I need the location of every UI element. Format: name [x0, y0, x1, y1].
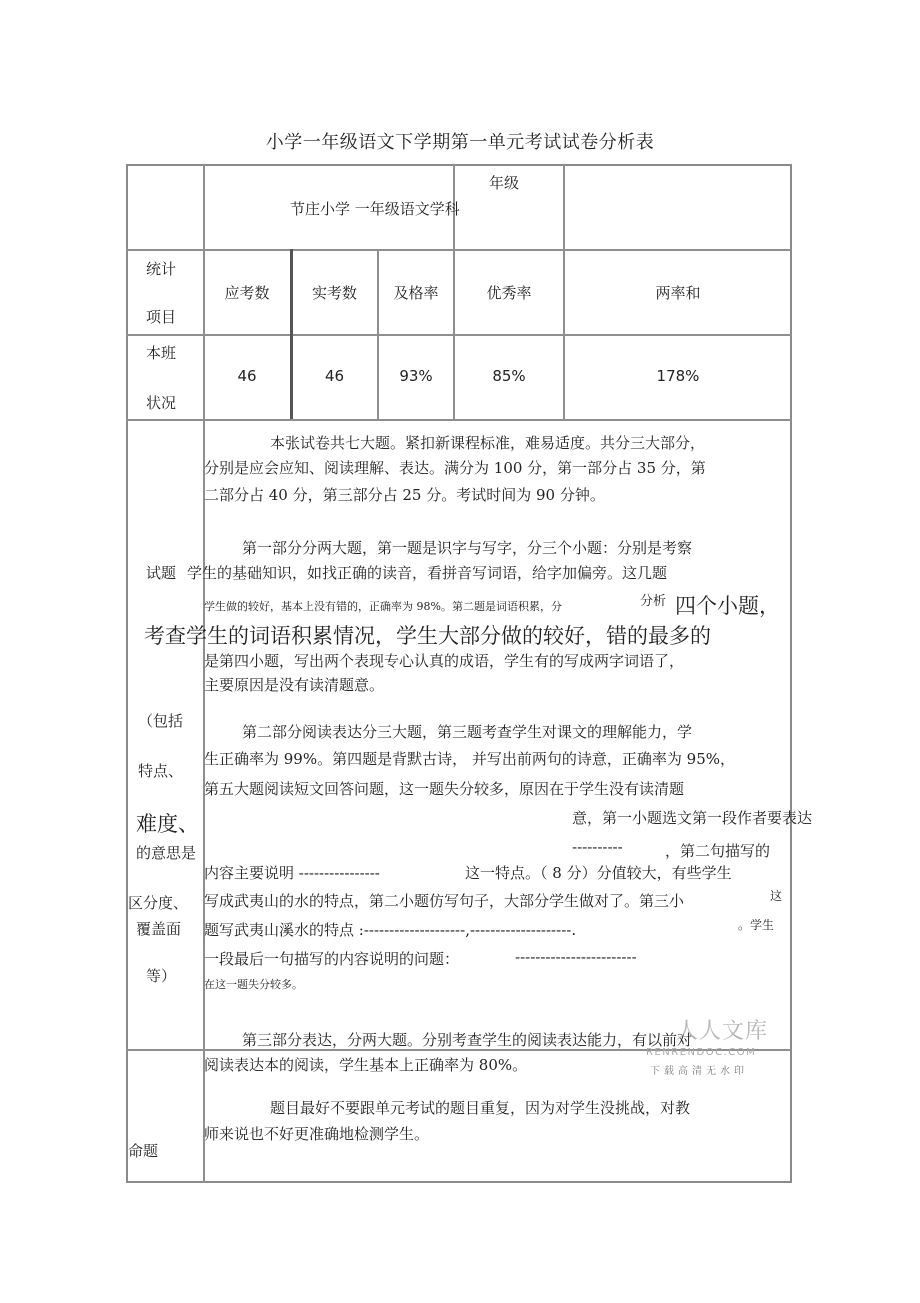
col-header-excellent-rate: 优秀率 [486, 284, 532, 302]
analysis-p3-line-5a: 内容主要说明 ---------------- [204, 864, 380, 882]
row-divider-class [126, 419, 792, 421]
analysis-p3-line-6: 写成武夷山的水的特点，第二小题仿写句子，大部分学生做对了。第三小 [204, 892, 685, 910]
watermark-slogan: 下载高清无水印 [650, 1066, 748, 1077]
analysis-p2-four-subquestions: 四个小题， [675, 594, 780, 618]
stats-row-label-2: 项目 [146, 308, 177, 326]
side-label-features: 特点、 [138, 762, 184, 780]
analysis-p2-line-1: 第一部分分两大题，第一题是识字与写字，分三个小题：分别是考察 [242, 539, 693, 557]
row-divider-stats [126, 334, 792, 336]
side-label-coverage: 覆盖面 [136, 920, 182, 938]
class-row-label-2: 状况 [146, 394, 177, 412]
col-divider-expected [290, 249, 293, 419]
analysis-p3-line-1: 第二部分阅读表达分三大题，第三题考查学生对课文的理解能力，学 [242, 723, 693, 741]
stats-row-label-1: 统计 [146, 260, 177, 278]
value-pass-rate: 93% [399, 367, 433, 385]
analysis-p2-line-6: 主要原因是没有读清题意。 [204, 676, 385, 694]
value-expected: 46 [237, 367, 257, 385]
col-header-expected: 应考数 [224, 284, 270, 302]
col-header-two-rate-sum: 两率和 [655, 284, 701, 302]
side-label-questions: 试题 [146, 564, 177, 582]
analysis-p3-student: 。学生 [738, 918, 775, 932]
analysis-p2-line-4: 考查学生的词语积累情况，学生大部分做的较好，错的最多的 [144, 624, 711, 648]
row-divider-header [126, 249, 792, 251]
proposition-label: 命题 [128, 1142, 159, 1160]
analysis-p3-line-2: 生正确率为 99%。第四题是背默古诗， 并写出前两句的诗意，正确率为 95%， [204, 750, 735, 768]
page-title: 小学一年级语文下学期第一单元考试试卷分析表 [265, 132, 655, 153]
side-label-etc: 等） [146, 967, 177, 985]
watermark-logo-text: 人人文库 [676, 1019, 769, 1044]
side-label-difficulty: 难度、 [136, 812, 199, 836]
school-subject: 节庄小学 一年级语文学科 [290, 200, 460, 218]
proposition-text-line-1: 题目最好不要跟单元考试的题目重复，因为对学生没挑战，对教 [270, 1099, 691, 1117]
analysis-p3-dash-1: ---------- [572, 838, 623, 856]
col-header-pass-rate: 及格率 [393, 284, 439, 302]
analysis-p1-line-1: 本张试卷共七大题。紧扣新课程标准，难易适度。共分三大部分， [270, 434, 706, 452]
analysis-p3-line-9: 在这一题失分较多。 [204, 978, 303, 991]
analysis-p1-line-2: 分别是应会应知、阅读理解、表达。满分为 100 分，第一部分占 35 分，第 [204, 459, 706, 477]
analysis-p3-this-char: 这 [770, 889, 783, 903]
value-actual: 46 [324, 367, 345, 385]
analysis-p3-line-5b: 这一特点。（ 8 分）分值较大，有些学生 [465, 864, 732, 882]
class-row-label-1: 本班 [146, 344, 177, 362]
proposition-text-line-2: 师来说也不好更准确地检测学生。 [204, 1125, 430, 1143]
col-divider-actual [377, 249, 379, 419]
col-header-actual: 实考数 [311, 284, 357, 302]
value-two-rate-sum: 178% [656, 367, 700, 385]
analysis-p2-line-3: 学生做的较好，基本上没有错的，正确率为 98%。第二题是词语积累，分 [204, 600, 562, 613]
analysis-p2-analysis-word: 分析 [640, 594, 667, 609]
analysis-p1-line-3: 二部分占 40 分，第三部分占 25 分。考试时间为 90 分钟。 [204, 486, 605, 504]
analysis-p2-line-2: 学生的基础知识，如找正确的读音，看拼音写词语，给字加偏旁。这几题 [187, 564, 668, 582]
value-excellent-rate: 85% [492, 367, 526, 385]
analysis-p3-line-4: 意，第一小题选文第一段作者要表达 [572, 809, 813, 827]
grade-label: 年级 [489, 174, 520, 192]
analysis-p2-line-5: 是第四小题，写出两个表现专心认真的成语，学生有的写成两字词语了， [204, 652, 685, 670]
analysis-p3-line-8a: 一段最后一句描写的内容说明的问题： [204, 950, 460, 968]
analysis-p3-line-7: 题写武夷山溪水的特点 :--------------------,--------------------. [204, 921, 577, 939]
side-label-including: （包括 [138, 712, 184, 730]
analysis-p4-line-2: 阅读表达本的阅读，学生基本上正确率为 80%。 [204, 1056, 528, 1074]
side-label-meaning: 的意思是 [136, 844, 197, 862]
analysis-p3-line-8b: ------------------------ [515, 948, 637, 966]
side-label-discrimination: 区分度、 [128, 894, 189, 912]
analysis-p3-second-sentence: ，第二句描写的 [665, 842, 771, 860]
watermark-url: RENRENDOC.COM [646, 1047, 757, 1058]
analysis-p4-line-1: 第三部分表达，分两大题。分别考查学生的阅读表达能力，有以前对 [242, 1031, 693, 1049]
analysis-p3-line-3: 第五大题阅读短文回答问题，这一题失分较多，原因在于学生没有读清题 [204, 780, 685, 798]
